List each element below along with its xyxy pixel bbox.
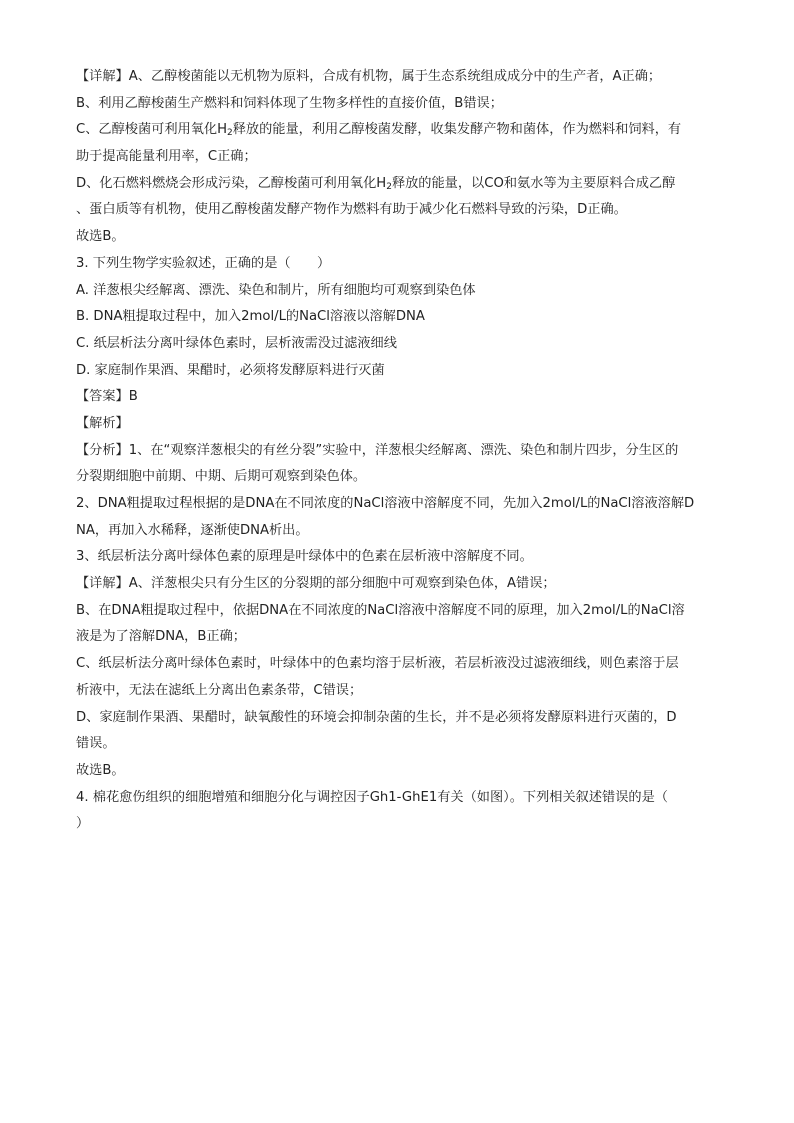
q3-detail-a: 【详解】A、洋葱根尖只有分生区的分裂期的部分细胞中可观察到染色体，A错误； [76,576,556,592]
detail-tag: 【详解】 [76,576,129,592]
q3-option-b: B. DNA粗提取过程中，加入2mol/L的NaCl溶液以溶解DNA [76,309,425,325]
q4-stem-line1: 4. 棉花愈伤组织的细胞增殖和细胞分化与调控因子Gh1-GhE1有关（如图）。下列相关叙述错误的是（ [76,789,668,805]
q3-detail-c1: C、纸层析法分离叶绿体色素时，叶绿体中的色素均溶于层析液，若层析液没过滤液细线，则色素溶于层 [76,656,679,672]
fenxi-tag: 【分析】 [76,442,129,458]
q3-conclusion: 故选B。 [76,762,125,778]
q3-option-d: D. 家庭制作果酒、果醋时，必须将发酵原料进行灭菌 [76,362,385,378]
q2-detail-c-line1: C、乙醇梭菌可利用氧化$H_2$释放的能量，利用乙醇梭菌发酵，收集发酵产物和菌体，作为燃料和饲料，有 [76,122,682,139]
answer-tag: 【答案】 [76,389,129,405]
document-page [76,64,718,838]
detail-tag: 【详解】 [76,69,129,84]
q3-analysis-heading: 【解析】 [76,415,129,431]
q3-fenxi-1b: 分裂期细胞中前期、中期、后期可观察到染色体。 [76,469,367,485]
q3-stem: 3. 下列生物学实验叙述，正确的是（ ） [76,255,331,271]
q3-fenxi-3: 3、纸层析法分离叶绿体色素的原理是叶绿体中的色素在层析液中溶解度不同。 [76,549,533,565]
q3-option-a: A. 洋葱根尖经解离、漂洗、染色和制片，所有细胞均可观察到染色体 [76,282,476,298]
q3-detail-d2: 错误。 [76,736,116,752]
q3-detail-b1: B、在DNA粗提取过程中，依据DNA在不同浓度的NaCl溶液中溶解度不同的原理，加入2mol/L的NaCl溶 [76,602,685,618]
q3-detail-d1: D、家庭制作果酒、果醋时，缺氧酸性的环境会抑制杂菌的生长，并不是必须将发酵原料进行灭菌的，D [76,709,677,725]
q3-fenxi-2a: 2、DNA粗提取过程根据的是DNA在不同浓度的NaCl溶液中溶解度不同，先加入2mol/L的NaCl溶液溶解D [76,496,695,511]
q2-detail-b: B、利用乙醇梭菌生产燃料和饲料体现了生物多样性的直接价值，B错误； [76,95,503,111]
q4-stem-line2: ） [76,816,90,832]
q3-fenxi-2b: NA，再加入水稀释，逐渐使DNA析出。 [76,522,309,538]
q2-detail-a: 【详解】A、乙醇梭菌能以无机物为原料，合成有机物，属于生态系统组成成分中的生产者，A正确； [76,69,662,84]
q3-answer [76,384,718,411]
q2-detail-d-line2: 、蛋白质等有机物，使用乙醇梭菌发酵产物作为燃料有助于减少化石燃料导致的污染，D正确。 [76,202,627,218]
q2-detail-c-line2: 助于提高能量利用率，C正确； [76,149,257,165]
q3-detail-b2: 液是为了溶解DNA，B正确； [76,629,246,645]
q3-fenxi-1a: 【分析】1、在“观察洋葱根尖的有丝分裂”实验中，洋葱根尖经解离、漂洗、染色和制片四步，分生区的 [76,442,679,458]
q3-option-c: C. 纸层析法分离叶绿体色素时，层析液需没过滤液细线 [76,335,397,351]
answer-value: B [128,389,138,405]
q2-conclusion: 故选B。 [76,229,125,245]
q3-detail-c2: 析液中，无法在滤纸上分离出色素条带，C错误； [76,682,363,698]
q2-detail-d-line1: D、化石燃料燃烧会形成污染，乙醇梭菌可利用氧化$H_2$释放的能量，以CO和氨水等为主要原料合成乙醇 [76,175,676,192]
